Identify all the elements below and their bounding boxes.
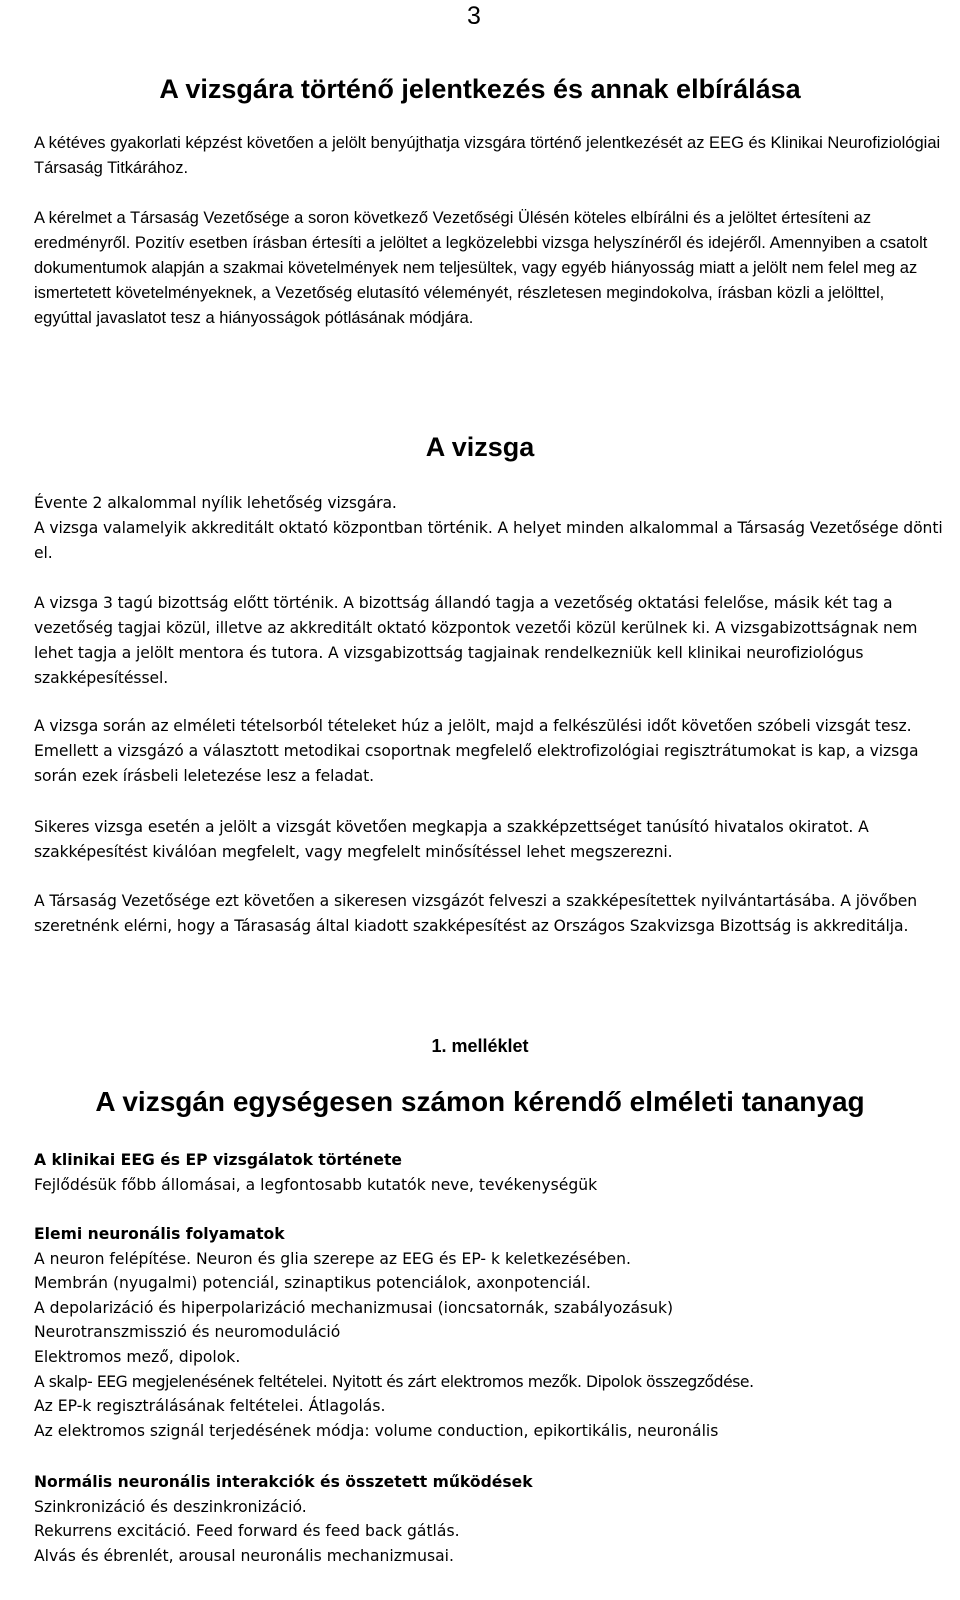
topic-line: A neuron felépítése. Neuron és glia szerepe az EEG és EP- k keletkezésében. xyxy=(34,1249,631,1268)
paragraph: Sikeres vizsga esetén a jelölt a vizsgát követően megkapja a szakképzettséget tanúsító hivatalos okiratot. A szakképesítést kiválóan megfelelt, vagy megfelelt minősítéssel lehet megszerezni. xyxy=(34,818,869,861)
topic-title: A klinikai EEG és EP vizsgálatok története xyxy=(34,1151,402,1169)
paragraph: A kérelmet a Társaság Vezetősége a soron következő Vezetőségi Ülésén köteles elbírálni és a jelöltet értesíteni az eredményről. Pozitív esetben írásban értesíti a jelöltet a legközelebbi vizsga helyszínéről és idejéről. Amennyiben a csatolt dokumentumok alapján a szakmai követelmények nem teljesültek, vagy egyéb hiányosság miatt a jelölt nem felel meg az ismertetett követelményeknek, a Vezetőség elutasító véleményét, részletesen megindokolva, írásban közli a jelölttel, egyúttal javaslatot tesz a hiányosságok pótlásának módjára. xyxy=(34,209,928,327)
topic-title: Elemi neuronális folyamatok xyxy=(34,1225,285,1243)
topic-line: Neurotranszmisszió és neuromoduláció xyxy=(34,1323,341,1342)
paragraph: A kétéves gyakorlati képzést követően a jelölt benyújthatja vizsgára történő jelentkezését az EEG és Klinikai Neurofiziológiai Társaság Titkárához. xyxy=(34,134,941,177)
paragraph: A vizsga 3 tagú bizottság előtt történik. A bizottság állandó tagja a vezetőség oktatási felelőse, másik két tag a vezetőség tagjai közül, illetve az akkreditált oktató központok vezetői közül kerülnek ki. A vizsgabizottságnak nem lehet tagja a jelölt mentora és tutora. A vizsgabizottság tagjainak rendelkezniük kell klinikai neurofiziológus szakképesítéssel. xyxy=(34,594,918,687)
topic-normal-interactions xyxy=(34,1470,954,1568)
topic-line: Az elektromos szignál terjedésének módja: volume conduction, epikortikális, neuronális xyxy=(34,1421,719,1440)
annex-label: 1. melléklet xyxy=(431,1036,529,1056)
topic-line: Fejlődésük főbb állomásai, a legfontosabb kutatók neve, tevékenységük xyxy=(34,1175,598,1194)
topic-line: Szinkronizáció és deszinkronizáció. xyxy=(34,1497,307,1516)
topic-line: Az EP-k regisztrálásának feltételei. Átlagolás. xyxy=(34,1397,386,1416)
topic-line: Rekurrens excitáció. Feed forward és feed back gátlás. xyxy=(34,1522,460,1541)
topic-history xyxy=(34,1148,954,1197)
page-number: 3 xyxy=(467,2,481,30)
topic-neuronal-processes xyxy=(34,1222,954,1443)
topic-line: Alvás és ébrenlét, arousal neuronális mechanizmusai. xyxy=(34,1546,454,1565)
section-title-exam: A vizsga xyxy=(425,432,535,462)
topic-title: Normális neuronális interakciók és összetett működések xyxy=(34,1473,533,1491)
topic-line: Membrán (nyugalmi) potenciál, szinaptikus potenciálok, axonpotenciál. xyxy=(34,1274,591,1293)
topic-line: A skalp- EEG megjelenésének feltételei. Nyitott és zárt elektromos mezők. Dipolok összegződése. xyxy=(34,1372,754,1391)
paragraph: A vizsga valamelyik akkreditált oktató központban történik. A helyet minden alkalommal a Társaság Vezetősége dönti el. xyxy=(34,519,943,562)
paragraph: A vizsga során az elméleti tételsorból tételeket húz a jelölt, majd a felkészülési időt követően szóbeli vizsgát tesz. Emellett a vizsgázó a választott metodikai csoportnak megfelelő elektrofizológiai regisztrátumokat is kap, a vizsga során ezek írásbeli leletezése lesz a feladat. xyxy=(34,717,919,785)
paragraph: Évente 2 alkalommal nyílik lehetőség vizsgára. xyxy=(34,494,397,512)
topic-line: Elektromos mező, dipolok. xyxy=(34,1347,241,1366)
annex-title: A vizsgán egységesen számon kérendő elméleti tananyag xyxy=(95,1086,865,1117)
paragraph: A Társaság Vezetősége ezt követően a sikeresen vizsgázót felveszi a szakképesítettek nyilvántartásába. A jövőben szeretnénk elérni, hogy a Tárasaság által kiadott szakképesítést az Országos Szakvizsga Bizottság is akkreditálja. xyxy=(34,892,918,935)
section-title-application: A vizsgára történő jelentkezés és annak elbírálása xyxy=(159,74,801,104)
topic-line: A depolarizáció és hiperpolarizáció mechanizmusai (ioncsatornák, szabályozásuk) xyxy=(34,1298,674,1317)
